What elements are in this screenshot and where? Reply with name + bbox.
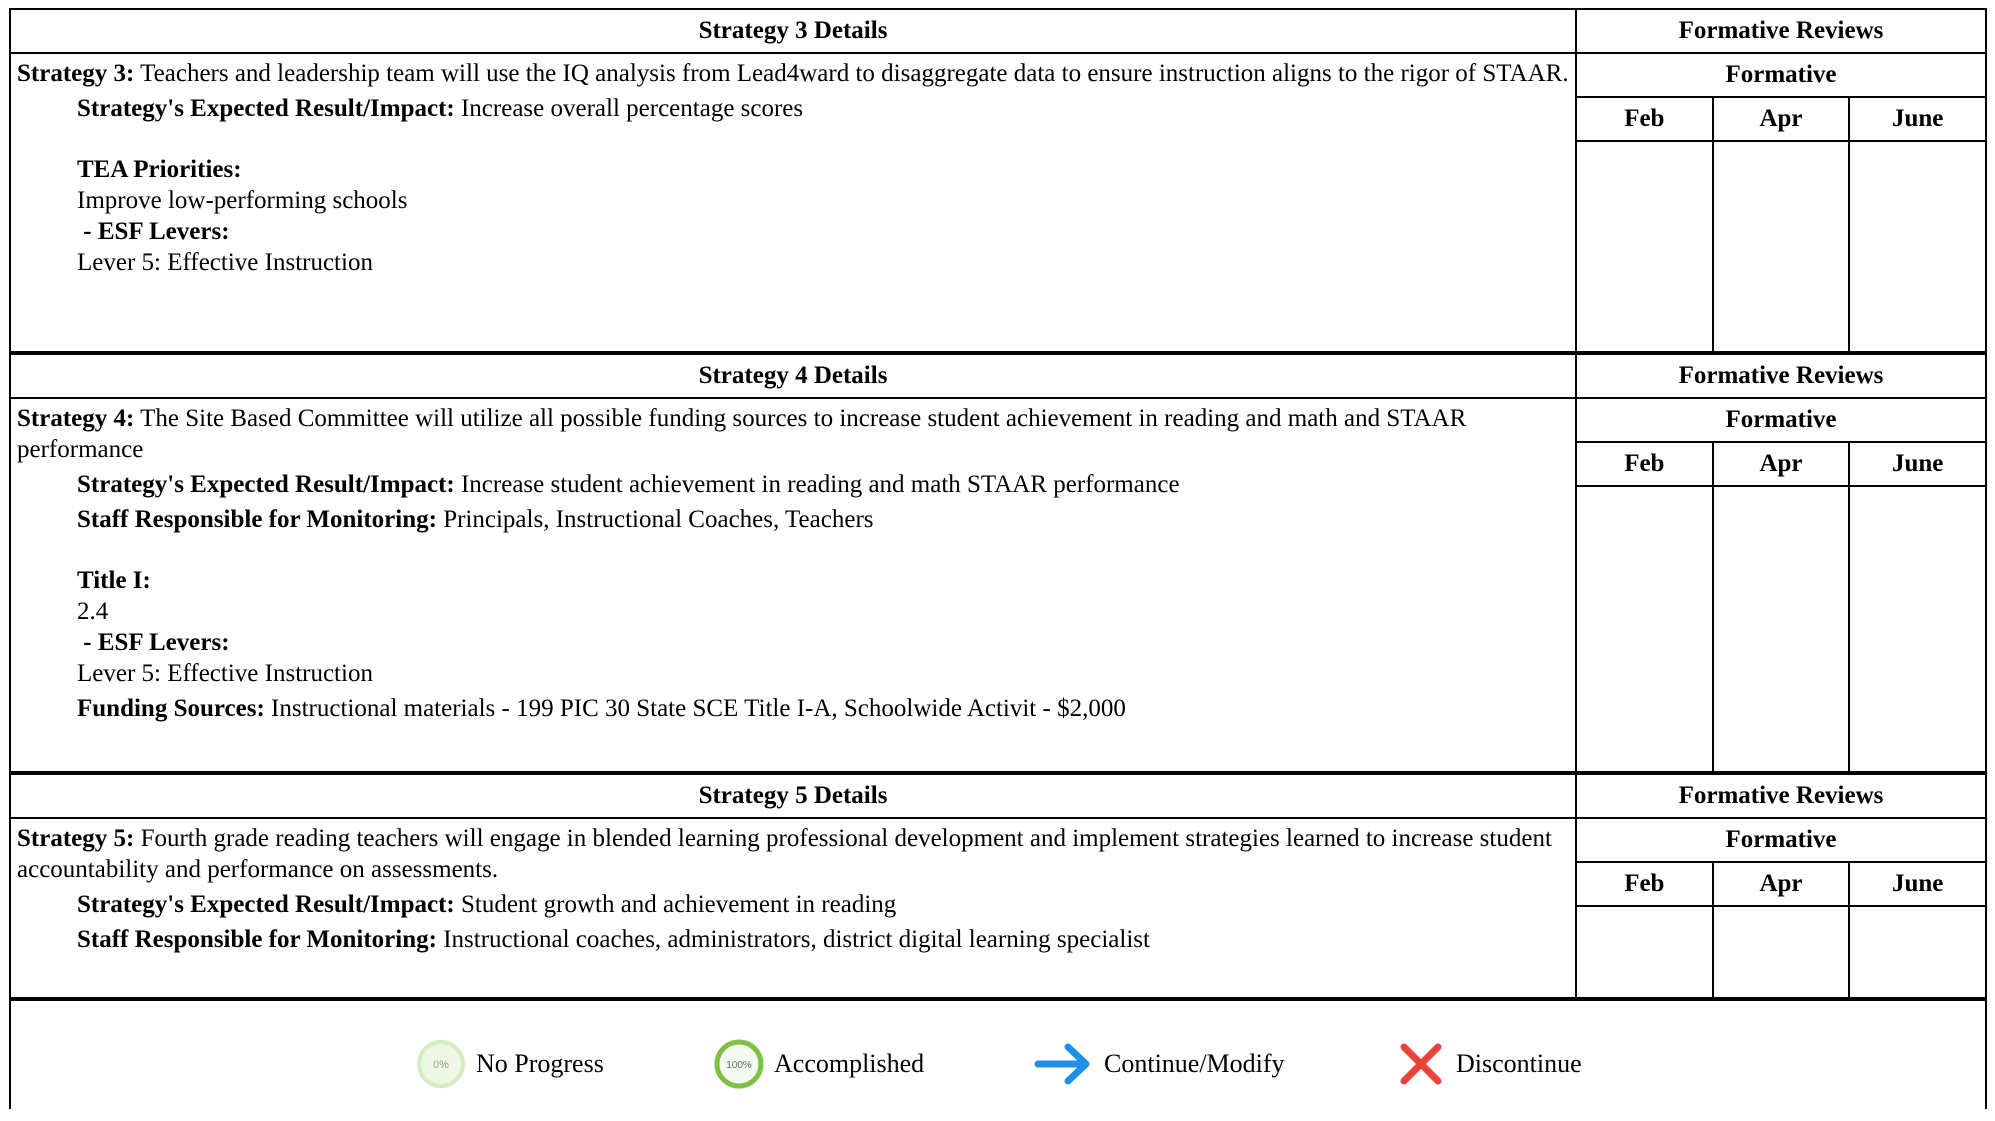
strategy-4-text: The Site Based Committee will utilize all possible funding sources to increase student achievement in reading and math and STAAR performance [17, 405, 1467, 463]
strategy-5-block [9, 771, 1987, 997]
month-june: June [1848, 98, 1985, 140]
formative-reviews-header: Formative Reviews [1577, 10, 1985, 54]
strategy-3-expected [17, 93, 1569, 124]
svg-text:0%: 0% [433, 1059, 449, 1071]
no-progress-icon [416, 1039, 466, 1089]
review-months [1577, 863, 1985, 907]
staff-text: Instructional coaches, administrators, district digital learning specialist [436, 926, 1150, 953]
priorities-label: TEA Priorities: [77, 156, 242, 183]
review-cell-feb[interactable] [1577, 487, 1712, 771]
review-months [1577, 443, 1985, 487]
strategy-4-label: Strategy 4: [17, 405, 135, 432]
no-progress-label: No Progress [476, 1049, 604, 1078]
strategy-4-details [11, 355, 1577, 771]
strategy-4-reviews [1577, 355, 1985, 771]
formative-reviews-header: Formative Reviews [1577, 355, 1985, 399]
strategy-4-header: Strategy 4 Details [11, 355, 1575, 399]
strategy-5-reviews [1577, 775, 1985, 997]
expected-text: Student growth and achievement in reading [454, 891, 897, 918]
review-cell-feb[interactable] [1577, 907, 1712, 997]
title-text: 2.4 [77, 598, 109, 625]
strategy-4-expected [17, 469, 1569, 500]
month-feb: Feb [1624, 105, 1665, 132]
strategy-document [9, 8, 1987, 1109]
strategy-5-header: Strategy 5 Details [11, 775, 1575, 819]
funding-text: Instructional materials - 199 PIC 30 State SCE Title I-A, Schoolwide Activit - $2,000 [264, 695, 1126, 722]
legend-no-progress [416, 1039, 604, 1089]
formative-reviews-header: Formative Reviews [1577, 775, 1985, 819]
expected-text: Increase overall percentage scores [454, 95, 804, 122]
month-feb: Feb [1624, 870, 1665, 897]
strategy-5-description [17, 823, 1569, 885]
month-feb: Feb [1624, 450, 1665, 477]
strategy-5-details [11, 775, 1577, 997]
legend [9, 997, 1987, 1109]
expected-text: Increase student achievement in reading and math STAAR performance [454, 471, 1180, 498]
strategy-4-funding [17, 693, 1569, 724]
review-cell-apr[interactable] [1712, 907, 1849, 997]
levers-text: Lever 5: Effective Instruction [77, 660, 373, 687]
review-cell-feb[interactable] [1577, 142, 1712, 351]
svg-text:100%: 100% [726, 1060, 752, 1071]
legend-discontinue [1396, 1039, 1582, 1089]
strategy-5-expected [17, 889, 1569, 920]
continue-modify-label: Continue/Modify [1104, 1049, 1285, 1078]
legend-accomplished [714, 1039, 924, 1089]
strategy-3-text: Teachers and leadership team will use the IQ analysis from Lead4ward to disaggregate data to ensure instruction aligns to the rigor of STAAR. [134, 60, 1569, 87]
levers-text: Lever 5: Effective Instruction [77, 249, 373, 276]
strategy-3-details [11, 10, 1577, 351]
levers-label: - ESF Levers: [77, 629, 230, 656]
formative-subheader: Formative [1577, 819, 1985, 863]
strategy-5-staff [17, 924, 1569, 955]
strategy-3-priorities [17, 154, 1569, 278]
formative-subheader: Formative [1577, 54, 1985, 98]
strategy-5-text: Fourth grade reading teachers will engage in blended learning professional development and implement strategies learned to increase student accountability and performance on assessments. [17, 825, 1552, 883]
funding-label: Funding Sources: [77, 695, 265, 722]
staff-label: Staff Responsible for Monitoring: [77, 926, 437, 953]
strategy-3-header: Strategy 3 Details [11, 10, 1575, 54]
month-apr: Apr [1712, 863, 1849, 905]
strategy-4-description [17, 403, 1569, 465]
strategy-5-label: Strategy 5: [17, 825, 135, 852]
strategy-3-reviews [1577, 10, 1985, 351]
priorities-text: Improve low-performing schools [77, 187, 408, 214]
month-apr: Apr [1712, 98, 1849, 140]
title-label: Title I: [77, 567, 151, 594]
review-cells [1577, 487, 1985, 771]
review-cells [1577, 907, 1985, 997]
staff-text: Principals, Instructional Coaches, Teachers [436, 506, 874, 533]
expected-label: Strategy's Expected Result/Impact: [77, 95, 455, 122]
strategy-4-block [9, 351, 1987, 771]
review-cells [1577, 142, 1985, 351]
accomplished-label: Accomplished [774, 1049, 925, 1078]
expected-label: Strategy's Expected Result/Impact: [77, 891, 455, 918]
strategy-4-title-i [17, 565, 1569, 689]
review-cell-june[interactable] [1848, 142, 1985, 351]
strategy-3-block [9, 8, 1987, 351]
formative-subheader: Formative [1577, 399, 1985, 443]
levers-label: - ESF Levers: [77, 218, 230, 245]
close-icon [1396, 1039, 1446, 1089]
staff-label: Staff Responsible for Monitoring: [77, 506, 437, 533]
review-cell-apr[interactable] [1712, 142, 1849, 351]
review-cell-apr[interactable] [1712, 487, 1849, 771]
strategy-3-label: Strategy 3: [17, 60, 135, 87]
strategy-4-staff [17, 504, 1569, 535]
expected-label: Strategy's Expected Result/Impact: [77, 471, 455, 498]
month-june: June [1848, 443, 1985, 485]
discontinue-label: Discontinue [1456, 1049, 1582, 1078]
month-june: June [1848, 863, 1985, 905]
strategy-3-description [17, 58, 1569, 89]
arrow-right-icon [1034, 1039, 1094, 1089]
review-cell-june[interactable] [1848, 487, 1985, 771]
month-apr: Apr [1712, 443, 1849, 485]
review-cell-june[interactable] [1848, 907, 1985, 997]
legend-continue-modify [1034, 1039, 1285, 1089]
accomplished-icon [714, 1039, 764, 1089]
review-months [1577, 98, 1985, 142]
